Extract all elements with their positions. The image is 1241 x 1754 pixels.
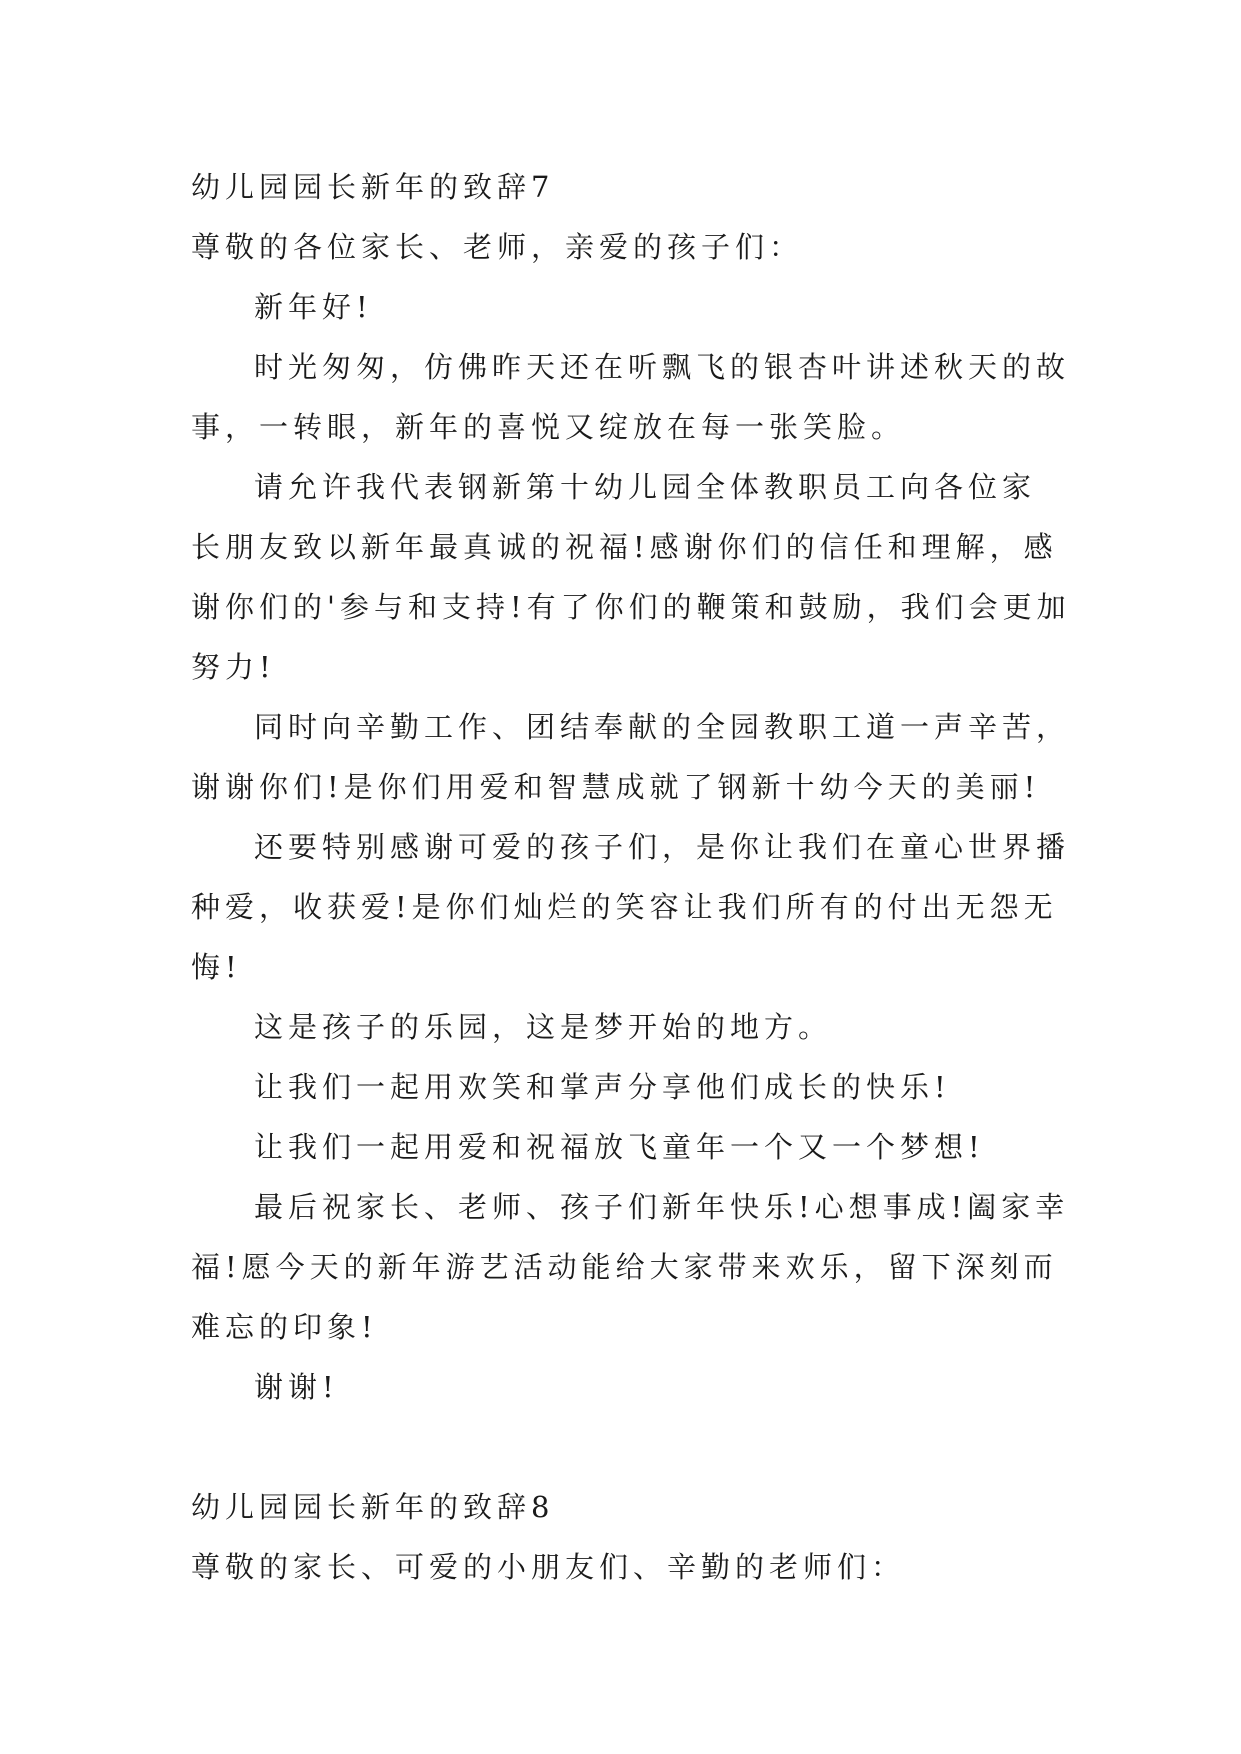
paragraph-line: 同时向辛勤工作、团结奉献的全园教职工道一声辛苦， [254, 710, 1071, 744]
salutation: 尊敬的家长、可爱的小朋友们、辛勤的老师们： [191, 1550, 906, 1584]
paragraph-line: 悔! [191, 950, 242, 984]
paragraph-line: 还要特别感谢可爱的孩子们，是你让我们在童心世界播 [254, 830, 1071, 864]
paragraph-line: 谢你们的'参与和支持!有了你们的鞭策和鼓励，我们会更加 [191, 590, 1071, 624]
paragraph-line: 长朋友致以新年最真诚的祝福!感谢你们的信任和理解，感 [191, 530, 1058, 564]
paragraph-line: 种爱，收获爱!是你们灿烂的笑容让我们所有的付出无怨无 [191, 890, 1058, 924]
paragraph-line: 请允许我代表钢新第十幼儿园全体教职员工向各位家 [254, 470, 1037, 504]
closing-line: 谢谢! [254, 1370, 339, 1404]
paragraph-line: 让我们一起用欢笑和掌声分享他们成长的快乐! [254, 1070, 951, 1104]
paragraph-line: 让我们一起用爱和祝福放飞童年一个又一个梦想! [254, 1130, 985, 1164]
section-title: 幼儿园园长新年的致辞7 [191, 170, 555, 204]
blank-line [191, 1417, 1061, 1477]
paragraph-line: 这是孩子的乐园，这是梦开始的地方。 [254, 1010, 833, 1044]
section-title: 幼儿园园长新年的致辞8 [191, 1490, 555, 1524]
paragraph-line: 谢谢你们!是你们用爱和智慧成就了钢新十幼今天的美丽! [191, 770, 1041, 804]
paragraph-line: 难忘的印象! [191, 1310, 378, 1344]
paragraph-line: 最后祝家长、老师、孩子们新年快乐!心想事成!阖家幸 [254, 1190, 1070, 1224]
salutation: 尊敬的各位家长、老师，亲爱的孩子们： [191, 230, 804, 264]
document-body [191, 157, 1071, 1597]
paragraph-line: 事，一转眼，新年的喜悦又绽放在每一张笑脸。 [191, 410, 906, 444]
paragraph-line: 努力! [191, 650, 276, 684]
paragraph-line: 福!愿今天的新年游艺活动能给大家带来欢乐，留下深刻而 [191, 1250, 1058, 1284]
paragraph-line: 时光匆匆，仿佛昨天还在听飘飞的银杏叶讲述秋天的故 [254, 350, 1071, 384]
paragraph-line: 新年好! [254, 290, 373, 324]
